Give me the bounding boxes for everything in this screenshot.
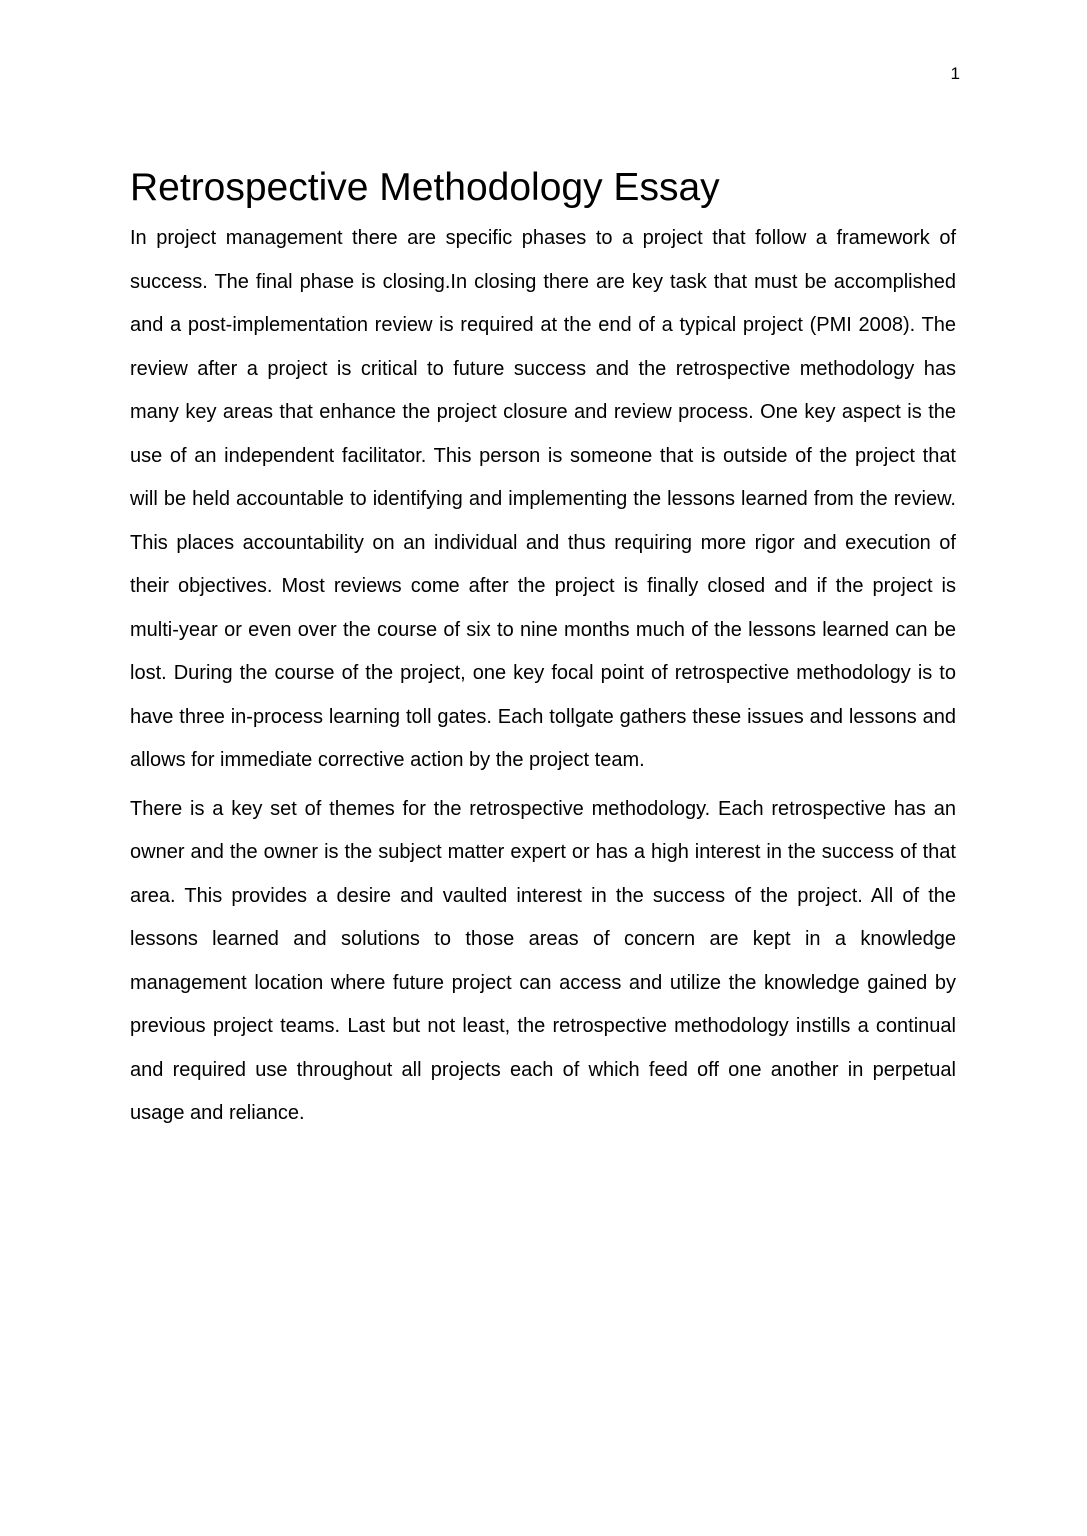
essay-body [130,217,956,1136]
page-title: Retrospective Methodology Essay [130,166,720,209]
page-number: 1 [950,64,960,83]
essay-paragraph-2: There is a key set of themes for the retrospective methodology. Each retrospective has an owner and the owner is the subject matter expert or has a high interest in the success of that area. This provides a desire and vaulted interest in the success of the project. All of the lessons learned and solutions to those areas of concern are kept in a knowledge management location where future project can access and utilize the knowledge gained by previous project teams. Last but not least, the retrospective methodology instills a continual and required use throughout all projects each of which feed off one another in perpetual usage and reliance. [130,797,956,1124]
essay-paragraph-1: In project management there are specific phases to a project that follow a framework of success. The final phase is closing.In closing there are key task that must be accomplished and a post-implementation review is required at the end of a typical project (PMI 2008). The review after a project is critical to future success and the retrospective methodology has many key areas that enhance the project closure and review process. One key aspect is the use of an independent facilitator. This person is someone that is outside of the project that will be held accountable to identifying and implementing the lessons learned from the review. This places accountability on an individual and thus requiring more rigor and execution of their objectives. Most reviews come after the project is finally closed and if the project is multi-year or even over the course of six to nine months much of the lessons learned can be lost. During the course of the project, one key focal point of retrospective methodology is to have three in-process learning toll gates. Each tollgate gathers these issues and lessons and allows for immediate corrective action by the project team. [130,227,956,771]
